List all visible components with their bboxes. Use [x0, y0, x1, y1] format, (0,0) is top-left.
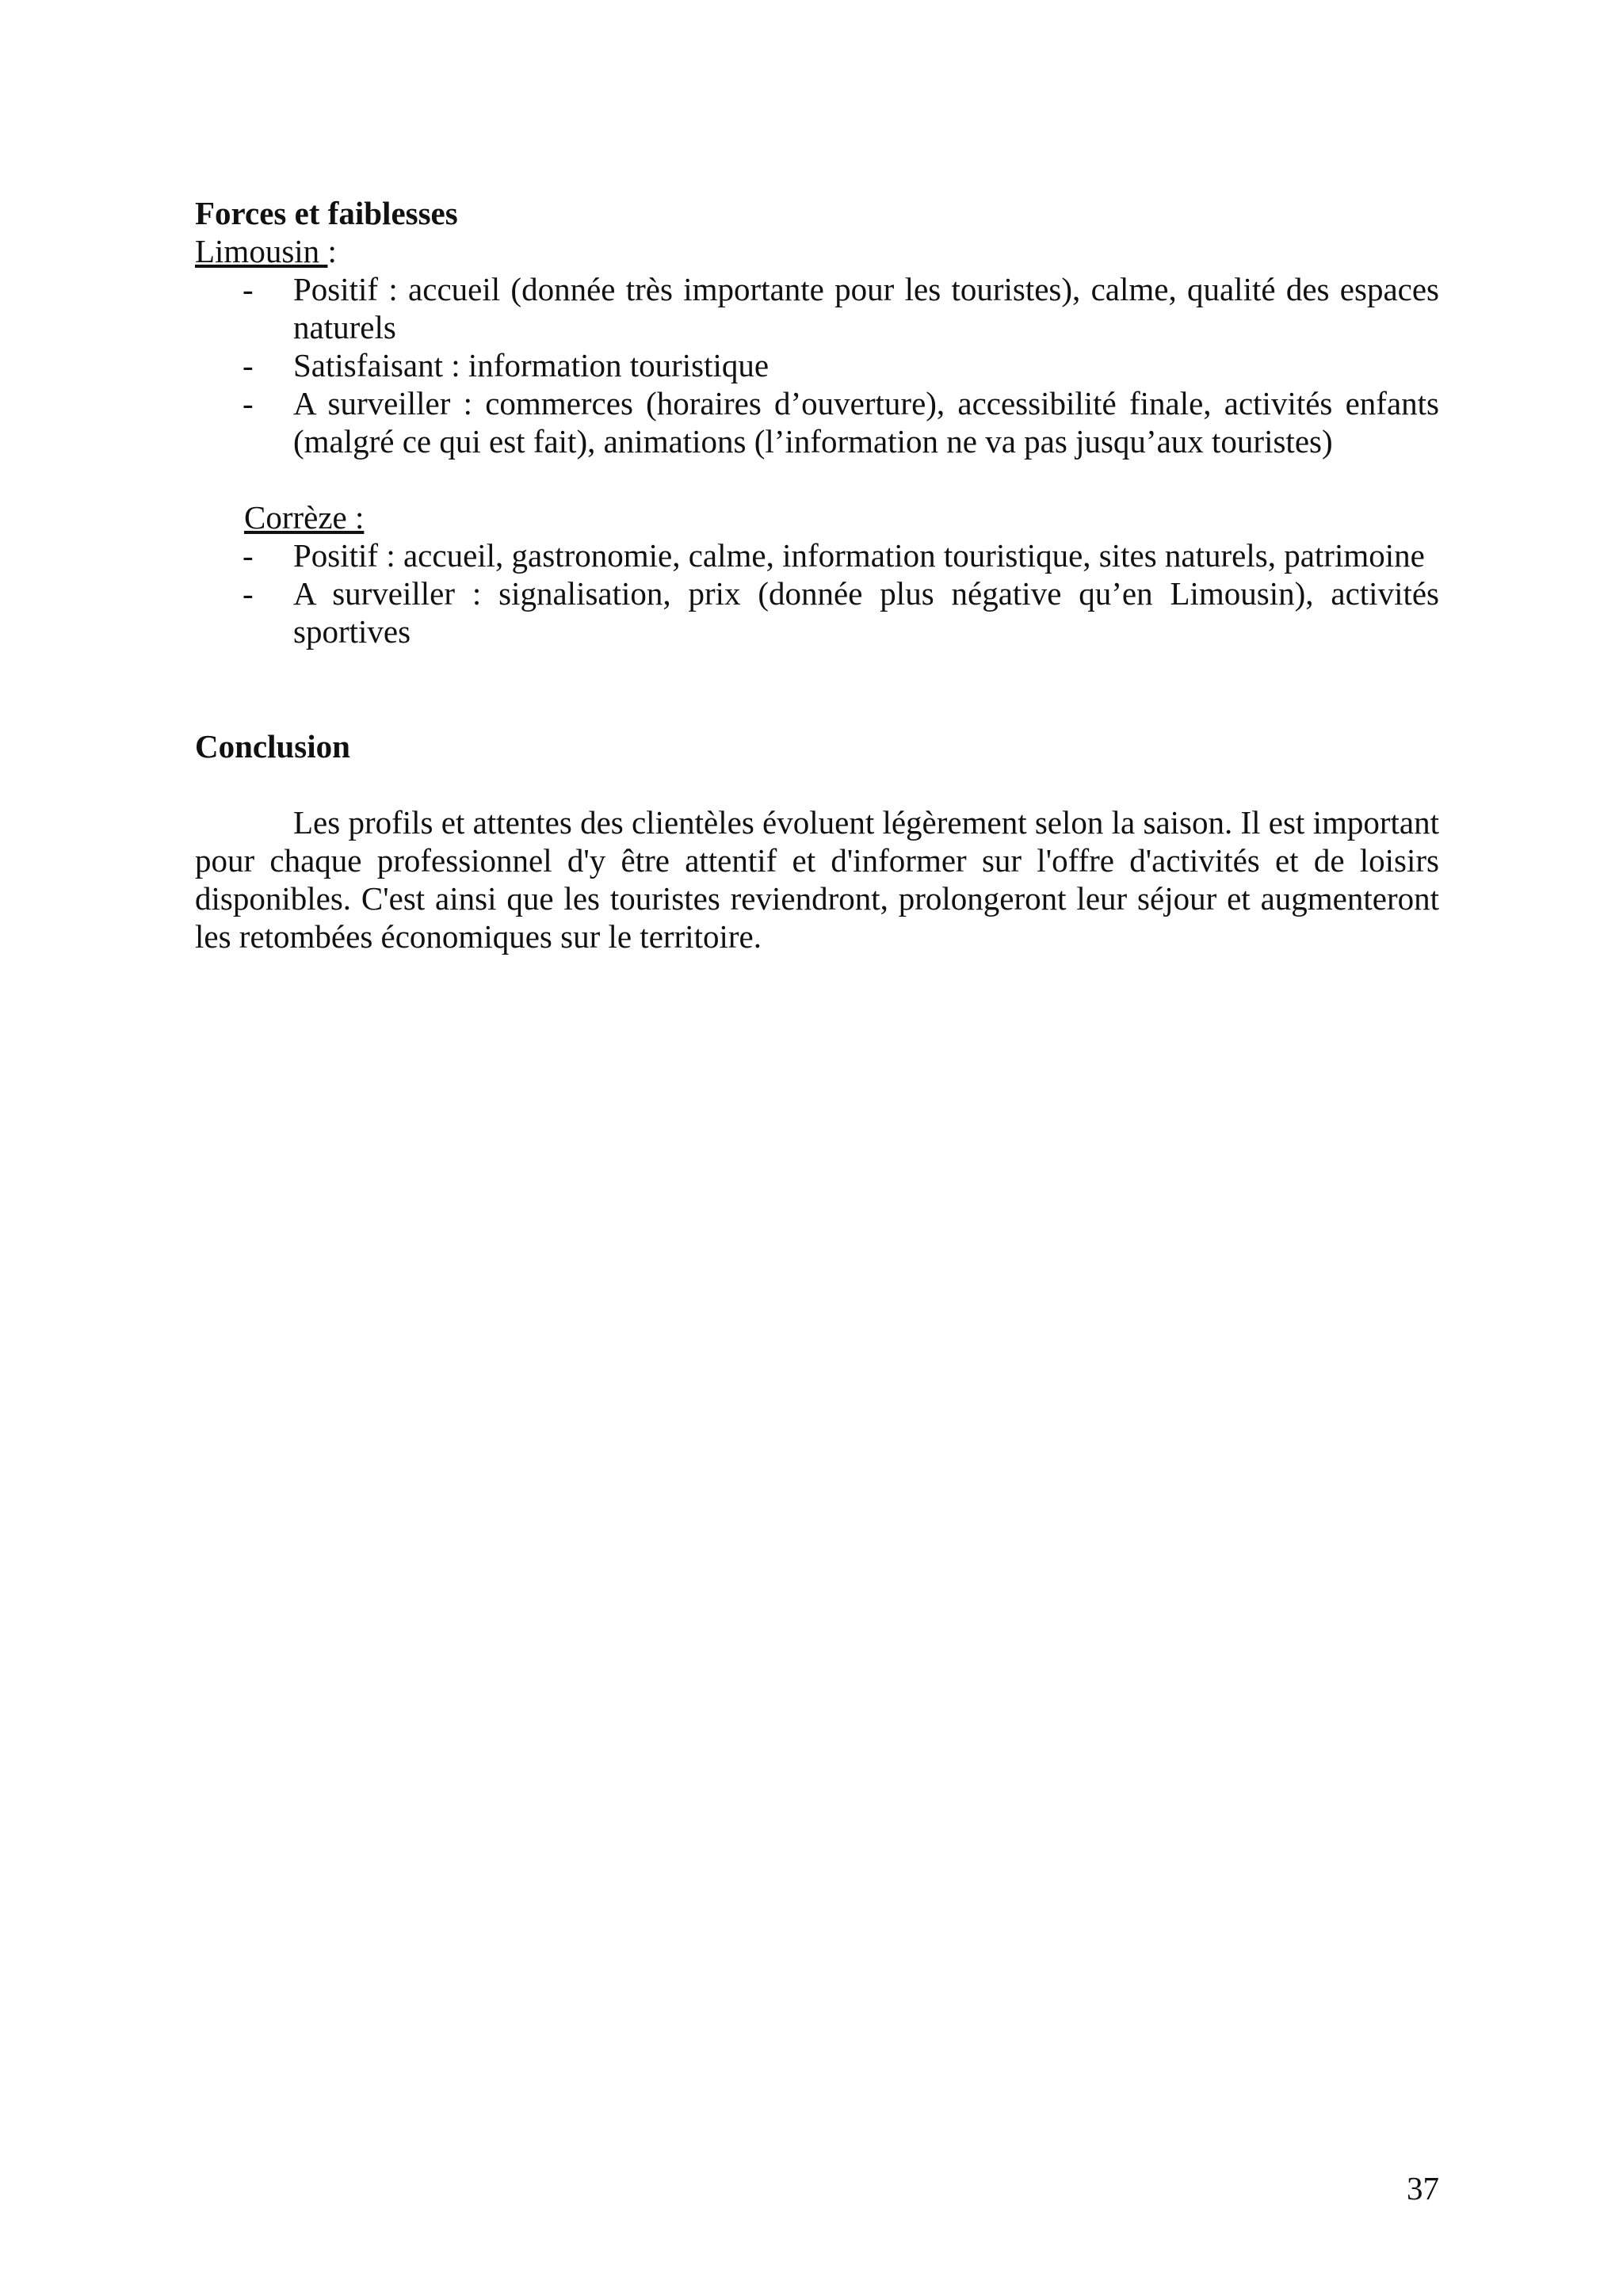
limousin-block: [195, 232, 1439, 460]
list-item: [195, 346, 1439, 384]
limousin-colon: :: [327, 233, 337, 269]
limousin-title-line: [195, 232, 1439, 270]
list-item: [195, 574, 1439, 650]
correze-title-line: [244, 498, 1439, 536]
bullet-dash: -: [242, 575, 254, 612]
list-item-text: A surveiller : signalisation, prix (donnée plus négative qu’en Limousin), activités sportives: [293, 575, 1439, 650]
conclusion-heading: Conclusion: [195, 728, 350, 765]
correze-title: Corrèze :: [244, 499, 365, 536]
bullet-dash: -: [242, 385, 254, 421]
bullet-dash: -: [242, 537, 254, 574]
correze-list: [195, 536, 1439, 650]
list-item: [195, 270, 1439, 346]
bullet-dash: -: [242, 271, 254, 307]
page-content: [195, 194, 1439, 955]
conclusion-paragraph: Les profils et attentes des clientèles évoluent légèrement selon la saison. Il est important pour chaque professionnel d'y être attentif et d'informer sur l'offre d'activités et de loisirs disponibles. C'est ainsi que les touristes reviendront, prolongeront leur séjour et augmenteront les retombées économiques sur le territoire.: [195, 804, 1439, 955]
section-heading: Forces et faiblesses: [195, 195, 458, 231]
list-item: [195, 536, 1439, 574]
list-item-text: Positif : accueil, gastronomie, calme, information touristique, sites naturels, patrimoine: [293, 537, 1425, 574]
page-number: 37: [1407, 2170, 1439, 2206]
list-item-text: Satisfaisant : information touristique: [293, 347, 769, 383]
correze-block: [195, 498, 1439, 650]
list-item-text: A surveiller : commerces (horaires d’ouverture), accessibilité finale, activités enfants (malgré ce qui est fait), animations (l’information ne va pas jusqu’aux touristes): [293, 385, 1439, 460]
list-item-text: Positif : accueil (donnée très importante pour les touristes), calme, qualité des espaces naturels: [293, 271, 1439, 345]
bullet-dash: -: [242, 347, 254, 383]
limousin-title: Limousin: [195, 233, 328, 269]
list-item: [195, 384, 1439, 460]
limousin-list: [195, 270, 1439, 460]
